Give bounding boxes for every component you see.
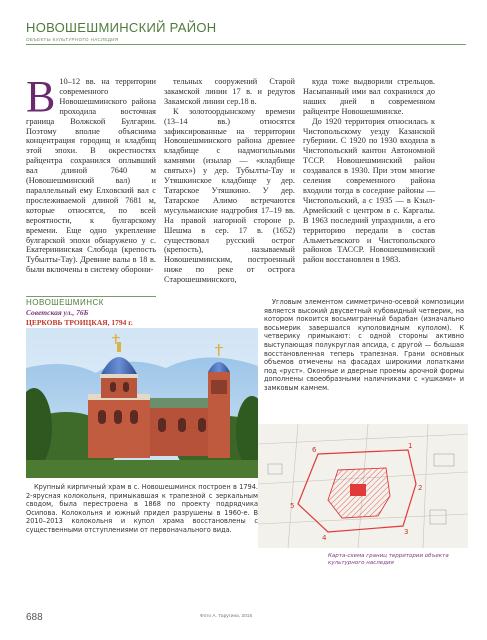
- map-point-label: 3: [404, 528, 409, 536]
- caption-text: Крупный кирпичный храм в с. Новошешминск построен в 1794. 2-ярусная колокольня, примыкавшая к трапезной с зеркальным сводом, была перестроена в 1868 по проекту подрядчика Осипова. Колокольня и южный придел разрушены в 1960-е. В 2010–2013 колокольня и купол храма восстановлены с существенными отступлениями от первоначального вида.: [26, 483, 258, 534]
- column-paragraph: До 1920 территория относилась к Чистопольскому уезду Казанской губернии. С 1920 по 1930 входила в Чистопольский кантон Автономной ТССР. Новошешминский район создавался в 1930. При этом многие селения современного района входили тогда в соседние районы — Чистопольский, а с 1935 — в Кзыл-Армейский с центром в с. Каргалы. В 1963 последний упразднили, а его территорию передали в состав Альметьевского и Чистопольского районов ТАССР. Новошешминский район восстановлен в 1983.: [303, 116, 435, 265]
- monument-place: НОВОШЕШМИНСК: [26, 298, 104, 307]
- column-paragraph: тельных сооружений Старой закамской линии 17 в. и редутов Закамской линии сер.18 в.: [164, 77, 295, 106]
- map-point-label: 4: [322, 534, 327, 542]
- column-paragraph: К золотоордынскому времени (13–14 вв.) относятся зафиксированные на территории Новошешминского района древнее кладбище с надмогильными камнями (изылар — «кладбище святых») у дер. Тубылты-Тау и Утяшкинское кладбище у дер. Татарское Утяшкино. У дер. Татарское Алимо встречаются мусульманские надгробия 17–19 вв. На правой нагорной стороне р. Шешма в сер. 17 в. (1652) существовал русский острог (крепость), называемый Новошешминским, построенный ниже по реке от острога Старошешминского,: [164, 106, 295, 285]
- drop-cap: В: [26, 72, 56, 121]
- column-paragraph: [26, 72, 156, 275]
- map-point-label: 5: [290, 502, 295, 510]
- monument-description: [264, 298, 464, 393]
- map-point-label: 6: [312, 446, 317, 454]
- monument-heading: [26, 298, 276, 327]
- map-point-label: 1: [408, 442, 413, 450]
- paragraph-text: 10–12 вв. на территории современного Новошешминского района проходила восточная граница Волжской Булгарии. Поэтому вполне объяснима концентрация городищ и кладбищ этой эпохи. В окрестностях райцентра сохранился оплывший вал длиной 7640 м (Новошешминский вал) и параллельный ему Елховский вал с прослеживаемой длиной 7681 м, которые относятся, по всей вероятности, к булгарскому времени. Еще одно укрепление булгарской эпохи обнаружено у с. Екатерининская Слобода (крепость Тубылты-Тау). Древние валы в 18 в. были включены в систему оборони-: [26, 77, 156, 275]
- description-text: Угловым элементом симметрично-осевой композиции является высокий двусветный кубовидный четверик, на котором покоится восьмигранный барабан (изначально восьмерик завершался куполовидным куполом). К четверику примыкают: с одной стороны активно выступающая полукруглая апсида, с другой — большая восстановленная теперь трапезная. Грани основных объемов отмечены на фасадах широкими лопатками под «руст». Оконные и дверные проемы арочной формы дополнены своеобразными наличниками с «ушками» и замковым камнем.: [264, 298, 464, 392]
- text-column-2: [164, 77, 295, 285]
- photo-caption: [26, 483, 258, 535]
- text-column-3: [303, 77, 435, 265]
- text-column-1: [26, 72, 156, 275]
- site-map: [258, 424, 468, 548]
- map-point-label: 2: [418, 484, 423, 492]
- photo-credit: Фото А. Тарутина, 2016: [200, 614, 253, 619]
- section-title: НОВОШЕШМИНСКИЙ РАЙОН: [26, 20, 217, 35]
- monument-title: ЦЕРКОВЬ ТРОИЦКАЯ,: [26, 318, 110, 327]
- church-photo: [26, 328, 258, 478]
- monument-name: [26, 318, 276, 327]
- section-divider: [26, 296, 156, 297]
- map-caption: Карта-схема границ территории объекта культурного наследия: [328, 553, 449, 566]
- monument-address: Советская ул., 76Б: [26, 308, 89, 317]
- monument-year: 1794 г.: [111, 318, 133, 327]
- section-subtitle: ОБЪЕКТЫ КУЛЬТУРНОГО НАСЛЕДИЯ: [26, 37, 119, 42]
- column-paragraph: куда тоже выдворили стрельцов. Насыпанный ими вал сохранился до наших дней в современном райцентре Новошешминске.: [303, 77, 435, 116]
- page-header: [26, 20, 466, 45]
- page-number: 688: [26, 612, 43, 623]
- header-rule: [26, 44, 466, 45]
